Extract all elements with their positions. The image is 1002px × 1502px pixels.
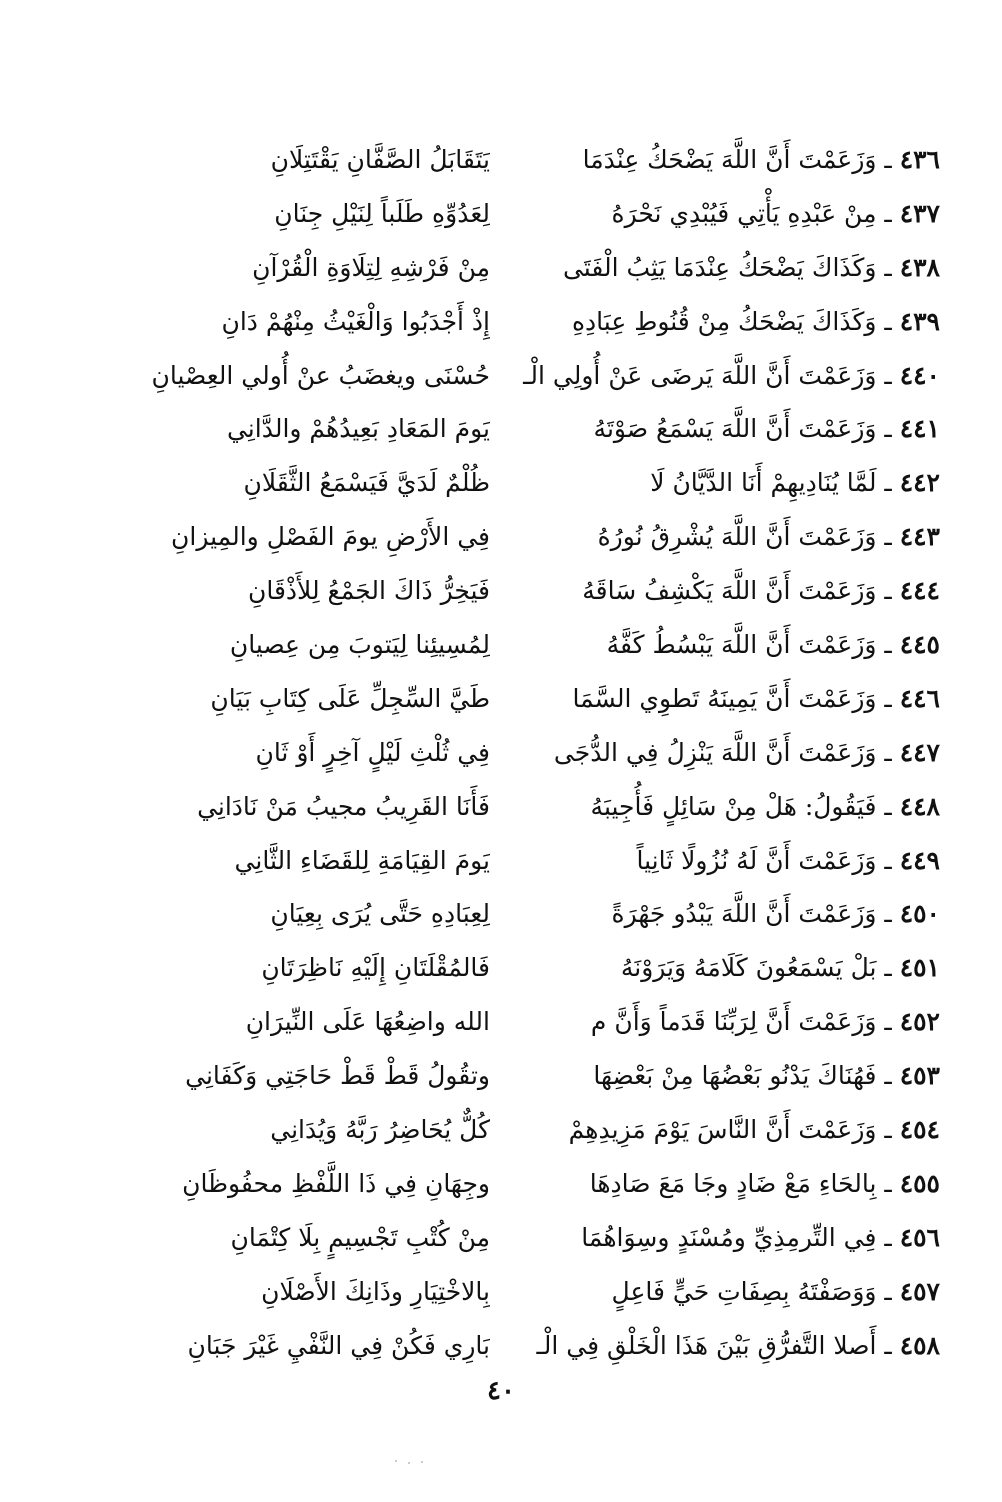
verse-first-hemistich	[490, 295, 940, 349]
verse-dash: ـ	[876, 630, 900, 660]
verse-dash: ـ	[876, 198, 900, 228]
verse-dash: ـ	[876, 306, 900, 336]
verse-number: ٤٤٣	[899, 522, 940, 552]
verse-row	[40, 1049, 940, 1103]
verse-row	[40, 564, 940, 618]
verse-dash: ـ	[876, 522, 900, 552]
verse-first-hemistich-text: وَزَعَمْتَ أَنَّ اللَّهَ يَبْسُطُ كَفَّهُ	[606, 630, 877, 660]
verse-dash: ـ	[876, 576, 900, 606]
verse-first-hemistich-text: فَهُنَاكَ يَدْنُو بَعْضُهَا مِنْ بَعْضِهَا	[593, 1061, 877, 1091]
verse-second-hemistich: حُسْنَى ويغضَبُ عنْ أُولي العِصْيانِ	[151, 360, 490, 390]
verse-first-hemistich-text: وَزَعَمْتَ أَنَّ اللَّهَ يَضْحَكُ عِنْدَمَا	[582, 145, 877, 174]
scan-specks	[395, 1460, 425, 1464]
verse-first-hemistich	[490, 941, 940, 995]
page-number: ٤٠	[487, 1376, 515, 1406]
verse-number: ٤٤٤	[899, 576, 940, 606]
verse-row	[40, 672, 940, 726]
verse-first-hemistich	[490, 510, 940, 564]
verse-row	[40, 349, 940, 403]
verse-first-hemistich	[490, 780, 940, 834]
verse-first-hemistich-text: بِالحَاءِ مَعْ ضَادٍ وجَا مَعَ صَادِهَا	[589, 1168, 877, 1198]
verse-dash: ـ	[876, 953, 900, 983]
verse-row	[40, 456, 940, 510]
verse-first-hemistich-text: وَزَعَمْتَ أَنَّ يَمِينَهُ تَطوِي السَّمَا	[572, 683, 877, 713]
verse-row	[40, 1211, 940, 1265]
verse-first-hemistich-text: فِي التِّرمِذِيِّ ومُسْنَدٍ وسِوَاهُمَا	[581, 1222, 877, 1252]
verse-first-hemistich	[490, 1265, 940, 1319]
verse-number: ٤٣٧	[899, 198, 940, 228]
verse-second-hemistich: ظُلْمٌ لَدَيَّ فَيَسْمَعُ الثَّقَلَانِ	[243, 468, 490, 498]
verse-number: ٤٣٦	[899, 145, 940, 174]
verse-dash: ـ	[876, 899, 900, 929]
verse-second-hemistich: بِالاخْتِيَارِ وذَانِكَ الأَصْلَانِ	[261, 1276, 490, 1306]
verse-row	[40, 995, 940, 1049]
verse-number: ٤٥٨	[899, 1330, 940, 1360]
verse-first-hemistich	[490, 349, 940, 403]
verse-row	[40, 618, 940, 672]
verse-second-hemistich: كُلٌّ يُحَاضِرُ رَبَّهُ وَيُدَانِي	[270, 1115, 490, 1145]
verse-first-hemistich	[490, 1103, 940, 1157]
verse-first-hemistich-text: وَزَعَمْتَ أَنَّ النَّاسَ يَوْمَ مَزِيدِهِمْ	[568, 1115, 877, 1145]
verse-number: ٤٤٥	[899, 630, 940, 660]
verse-first-hemistich	[490, 133, 940, 187]
verse-second-hemistich: يَومَ القِيَامَةِ لِلقَضَاءِ الثَّانِي	[234, 845, 490, 875]
verse-dash: ـ	[876, 360, 900, 390]
verse-second-hemistich: يَومَ المَعَادِ بَعِيدُهُمْ والدَّانِي	[226, 414, 490, 444]
verse-row	[40, 510, 940, 564]
verse-row	[40, 780, 940, 834]
verse-dash: ـ	[876, 1168, 900, 1198]
verse-second-hemistich: وتقُولُ قَطْ قَطْ حَاجَتِي وَكَفَانِي	[185, 1061, 490, 1091]
verse-dash: ـ	[876, 1061, 900, 1091]
verse-second-hemistich: الله واضِعُهَا عَلَى النِّيرَانِ	[245, 1007, 490, 1037]
verse-first-hemistich-text: وَزَعَمْتَ أَنَّ اللَّهَ يَرضَى عَنْ أُولِي الْـ	[523, 360, 877, 390]
verse-number: ٤٥٢	[899, 1007, 940, 1037]
verse-number: ٤٥١	[899, 953, 940, 983]
verse-dash: ـ	[876, 468, 900, 498]
verse-second-hemistich: فِي الأَرْضِ يومَ الفَصْلِ والمِيزانِ	[171, 522, 490, 552]
verse-second-hemistich: طَيَّ السِّجِلِّ عَلَى كِتَابِ بَيَانِ	[210, 683, 490, 713]
verse-first-hemistich	[490, 402, 940, 456]
verse-dash: ـ	[876, 1115, 900, 1145]
verse-row	[40, 241, 940, 295]
verse-dash: ـ	[876, 1007, 900, 1037]
verse-second-hemistich: فَأَنَا القَرِيبُ مجيبُ مَنْ نَادَانِي	[197, 791, 490, 821]
verse-second-hemistich: لِعَدُوِّهِ طَلَباً لِنَيْلِ جِنَانِ	[274, 198, 490, 228]
verse-first-hemistich	[490, 1157, 940, 1211]
verse-number: ٤٤٢	[899, 468, 940, 498]
verse-number: ٤٣٨	[899, 252, 940, 282]
verse-row	[40, 1319, 940, 1373]
verse-second-hemistich: وجِهَانِ فِي ذَا اللَّفْظِ محفُوظَانِ	[182, 1168, 490, 1198]
verse-first-hemistich	[490, 1319, 940, 1373]
verse-second-hemistich: مِنْ كُتْبِ تَجْسِيمٍ بِلَا كِتْمَانِ	[230, 1222, 490, 1252]
verse-number: ٤٥٦	[899, 1222, 940, 1252]
verse-second-hemistich: لِعِبَادِهِ حَتَّى يُرَى بِعِيَانِ	[270, 899, 490, 929]
verse-dash: ـ	[876, 414, 900, 444]
verse-second-hemistich: مِنْ فَرْشِهِ لِتِلَاوَةِ الْقُرْآنِ	[252, 252, 490, 282]
verse-first-hemistich	[490, 241, 940, 295]
verse-first-hemistich-text: وَزَعَمْتَ أَنَّ اللَّهَ يَنْزِلُ فِي الدُّجَى	[553, 737, 877, 767]
verse-second-hemistich: إِذْ أَجْدَبُوا وَالْغَيْثُ مِنْهُمْ دَانِ	[221, 306, 490, 336]
verse-number: ٤٤٨	[899, 791, 940, 821]
verse-second-hemistich: بَارِي فَكُنْ فِي النَّفْيِ غَيْرَ جَبَانِ	[187, 1330, 490, 1360]
verse-dash: ـ	[876, 845, 900, 875]
verse-first-hemistich-text: وَكَذَاكَ يَضْحَكُ مِنْ قُنُوطِ عِبَادِهِ	[571, 306, 877, 336]
verse-first-hemistich-text: وَزَعَمْتَ أَنَّ اللَّهَ يَكْشِفُ سَاقَهُ	[582, 576, 877, 606]
verse-number: ٤٤١	[899, 414, 940, 444]
verse-dash: ـ	[876, 737, 900, 767]
verse-row	[40, 941, 940, 995]
verse-first-hemistich-text: لَمَّا يُنَادِيهِمْ أَنَا الدَّيَّانُ لَا	[650, 468, 877, 498]
verse-dash: ـ	[876, 145, 900, 174]
verse-first-hemistich	[490, 618, 940, 672]
verse-dash: ـ	[876, 1222, 900, 1252]
verse-dash: ـ	[876, 1276, 900, 1306]
verse-first-hemistich	[490, 995, 940, 1049]
verse-first-hemistich-text: وَزَعَمْتَ أَنَّ اللَّهَ يَبْدُو جَهْرَةً	[611, 899, 877, 929]
verse-dash: ـ	[876, 791, 900, 821]
verse-number: ٤٣٩	[899, 306, 940, 336]
verse-number: ٤٥٧	[899, 1276, 940, 1306]
verse-first-hemistich-text: بَلْ يَسْمَعُونَ كَلَامَهُ وَيَرَوْنَهُ	[620, 953, 877, 983]
verse-first-hemistich-text: وَكَذَاكَ يَضْحَكُ عِنْدَمَا يَثِبُ الْفَتَى	[562, 252, 877, 282]
verse-number: ٤٥٣	[899, 1061, 940, 1091]
verse-second-hemistich: فَالمُقْلَتَانِ إِلَيْهِ نَاظِرَتَانِ	[261, 953, 490, 983]
verse-second-hemistich: يَتَقَابَلُ الصَّفَّانِ يَقْتَتِلَانِ	[270, 145, 490, 174]
verse-first-hemistich-text: وَزَعَمْتَ أَنَّ لَهُ نُزُولًا ثَانِياً	[636, 845, 877, 875]
verse-number: ٤٥٥	[899, 1168, 940, 1198]
verse-first-hemistich-text: وَزَعَمْتَ أَنَّ اللَّهَ يَسْمَعُ صَوْتَهُ	[593, 414, 877, 444]
verse-first-hemistich	[490, 887, 940, 941]
verse-first-hemistich-text: وَوَصَفْتَهُ بِصِفَاتِ حَيٍّ فَاعِلٍ	[611, 1276, 877, 1306]
poem-verses	[40, 133, 940, 1372]
verse-number: ٤٥٤	[899, 1115, 940, 1145]
verse-row	[40, 1265, 940, 1319]
verse-first-hemistich-text: مِنْ عَبْدِهِ يَأْتِي فَيُبْدِي نَحْرَهُ	[611, 198, 877, 228]
verse-first-hemistich	[490, 564, 940, 618]
verse-first-hemistich	[490, 834, 940, 888]
verse-dash: ـ	[876, 683, 900, 713]
verse-first-hemistich-text: وَزَعَمْتَ أَنَّ اللَّهَ يُشْرِقُ نُورُهُ	[597, 522, 877, 552]
verse-row	[40, 187, 940, 241]
verse-row	[40, 726, 940, 780]
verse-number: ٤٤٩	[899, 845, 940, 875]
verse-number: ٤٤٦	[899, 683, 940, 713]
verse-first-hemistich-text: فَيَقُولُ: هَلْ مِنْ سَائِلٍ فَأُجِيبَهُ	[590, 791, 877, 821]
verse-number: ٤٥٠	[899, 899, 940, 929]
verse-first-hemistich	[490, 672, 940, 726]
verse-row	[40, 295, 940, 349]
verse-dash: ـ	[876, 1330, 900, 1360]
verse-row	[40, 834, 940, 888]
verse-row	[40, 402, 940, 456]
verse-row	[40, 887, 940, 941]
verse-row	[40, 133, 940, 187]
verse-dash: ـ	[876, 252, 900, 282]
verse-row	[40, 1157, 940, 1211]
verse-first-hemistich	[490, 1049, 940, 1103]
verse-first-hemistich-text: أَصلا التَّفرُّقِ بَيْنَ هَذَا الْخَلْقِ فِي الْـ	[536, 1330, 877, 1360]
verse-number: ٤٤٧	[899, 737, 940, 767]
verse-second-hemistich: فَيَخِرُّ ذَاكَ الجَمْعُ لِلأَذْقَانِ	[247, 576, 490, 606]
verse-row	[40, 1103, 940, 1157]
verse-first-hemistich	[490, 1211, 940, 1265]
verse-first-hemistich	[490, 456, 940, 510]
verse-first-hemistich	[490, 187, 940, 241]
verse-first-hemistich-text: وَزَعَمْتَ أَنَّ لِرَبِّنَا قَدَماً وَأَنَّ م	[590, 1007, 877, 1037]
verse-second-hemistich: فِي ثُلْثِ لَيْلٍ آخِرٍ أَوْ ثَانِ	[255, 737, 490, 767]
verse-second-hemistich: لِمُسِيئِنا لِيَتوبَ مِن عِصيانِ	[229, 630, 490, 660]
verse-first-hemistich	[490, 726, 940, 780]
verse-number: ٤٤٠	[899, 360, 940, 390]
